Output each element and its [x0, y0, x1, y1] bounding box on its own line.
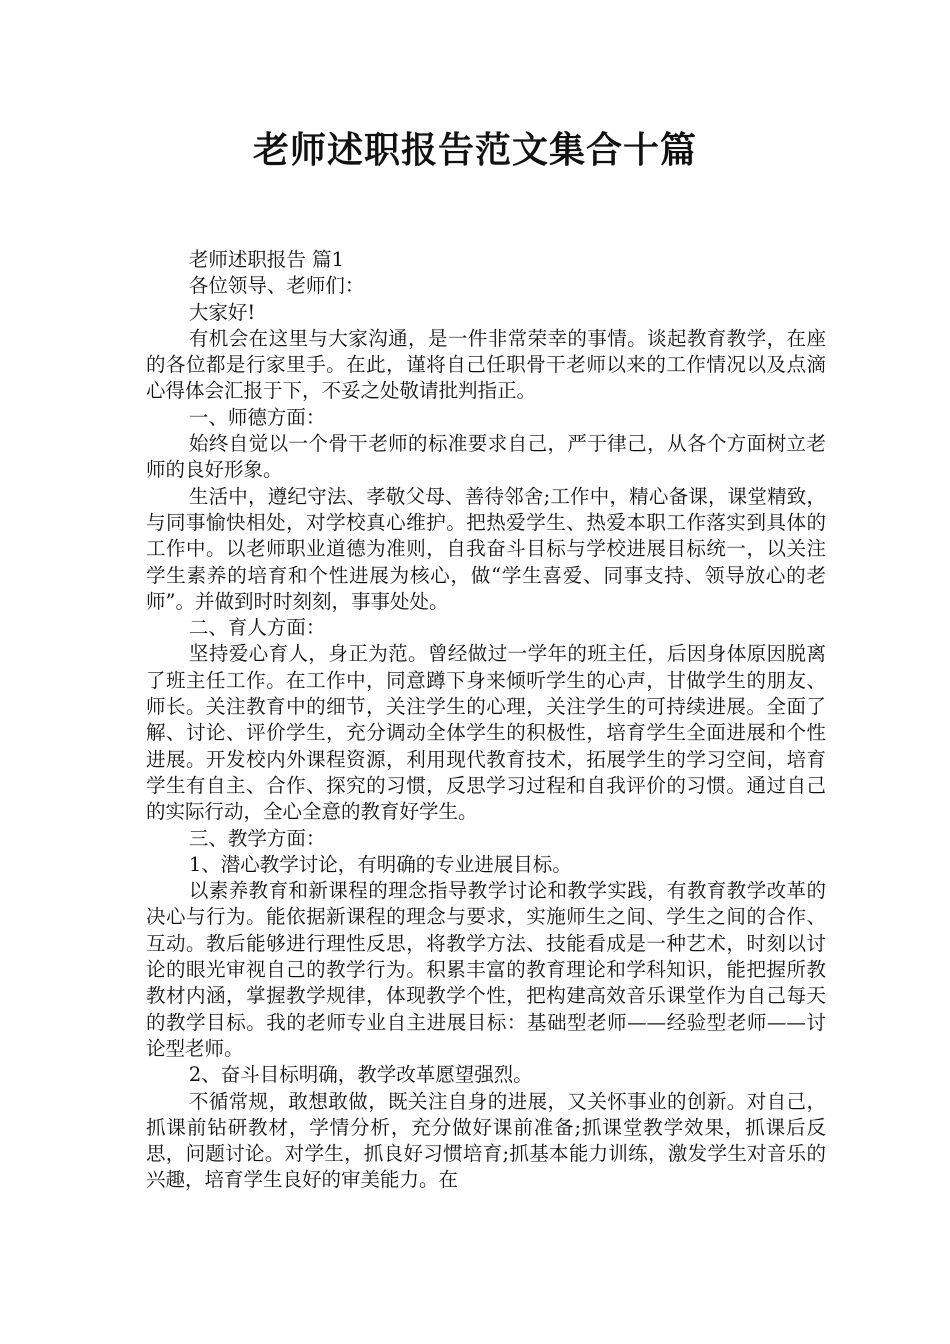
document-title: 老师述职报告范文集合十篇 — [252, 130, 697, 171]
salutation: 各位领导、老师们： — [188, 274, 365, 298]
subsection-heading: 1、潜心教学讨论，有明确的专业进展目标。 — [188, 852, 572, 876]
section-heading: 老师述职报告 篇1 — [188, 248, 344, 271]
section-heading: 三、教学方面： — [188, 826, 326, 850]
section-heading: 二、育人方面： — [188, 616, 326, 640]
body-paragraph: 不循常规，敢想敢做，既关注自身的进展，又关怀事业的创新。对自己，抓课前钻研教材，学情分析，充分做好课前准备;抓课堂教学效果，抓课后反思，问题讨论。对学生，抓良好习惯培育;抓基本能力训练，激发学生对音乐的兴趣，培育学生良好的审美能力。在 — [146, 1089, 826, 1192]
body-paragraph: 有机会在这里与大家沟通，是一件非常荣幸的事情。谈起教育教学，在座的各位都是行家里手。在此，谨将自己任职骨干老师以来的工作情况以及点滴心得体会汇报于下，不妥之处敬请批判指正。 — [146, 326, 826, 403]
section-heading: 一、师德方面： — [188, 405, 326, 429]
subsection-heading: 2、奋斗目标明确，教学改革愿望强烈。 — [188, 1063, 533, 1087]
body-paragraph: 生活中，遵纪守法、孝敬父母、善待邻舍;工作中，精心备课，课堂精致，与同事愉快相处，对学校真心维护。把热爱学生、热爱本职工作落实到具体的工作中。以老师职业道德为准则，自我奋斗目标与学校进展目标统一，以关注学生素养的培育和个性进展为核心，做“学生喜爱、同事支持、领导放心的老师”。并做到时时刻刻，事事处处。 — [146, 484, 826, 613]
document-body — [146, 247, 826, 1194]
greeting: 大家好! — [188, 300, 256, 324]
body-paragraph: 坚持爱心育人，身正为范。曾经做过一学年的班主任，后因身体原因脱离了班主任工作。在工作中，同意蹲下身来倾听学生的心声，甘做学生的朋友、师长。关注教育中的细节，关注学生的心理，关注学生的可持续进展。全面了解、讨论、评价学生，充分调动全体学生的积极性，培育学生全面进展和个性进展。开发校内外课程资源，利用现代教育技术，拓展学生的学习空间，培育学生有自主、合作、探究的习惯，反思学习过程和自我评价的习惯。通过自己的实际行动，全心全意的教育好学生。 — [146, 642, 826, 824]
body-paragraph: 以素养教育和新课程的理念指导教学讨论和教学实践，有教育教学改革的决心与行为。能依据新课程的理念与要求，实施师生之间、学生之间的合作、互动。教后能够进行理性反思，将教学方法、技能看成是一种艺术，时刻以讨论的眼光审视自己的教学行为。积累丰富的教育理论和学科知识，能把握所教教材内涵，掌握教学规律，体现教学个性，把构建高效音乐课堂作为自己每天的教学目标。我的老师专业自主进展目标：基础型老师——经验型老师——讨论型老师。 — [146, 879, 826, 1060]
body-paragraph: 始终自觉以一个骨干老师的标准要求自己，严于律己，从各个方面树立老师的良好形象。 — [146, 432, 826, 482]
